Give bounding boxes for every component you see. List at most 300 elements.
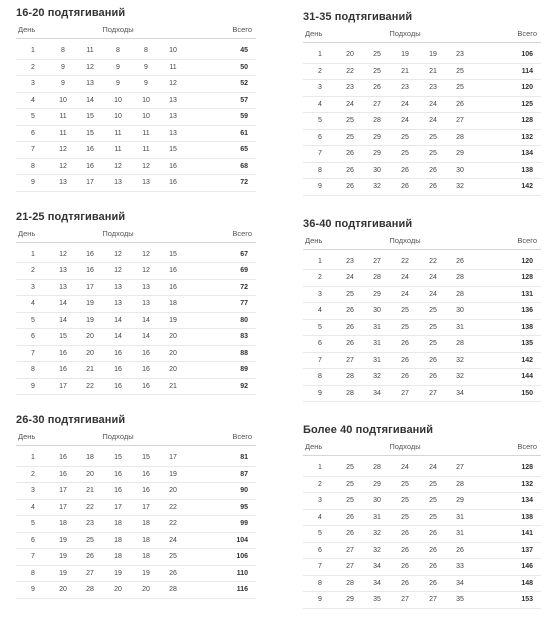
set-cell: 22	[337, 63, 363, 80]
set-cell: 26	[391, 559, 419, 576]
set-cell: 26	[419, 162, 447, 179]
header-total: Всего	[186, 229, 256, 243]
total-cell: 57	[186, 92, 256, 109]
day-cell: 9	[16, 378, 50, 395]
table-header-row	[16, 432, 256, 446]
set-cell: 29	[337, 592, 363, 609]
block-title: 31-35 подтягиваний	[303, 11, 413, 23]
set-cell: 9	[50, 76, 76, 93]
set-cell: 12	[76, 59, 104, 76]
set-cell: 12	[132, 263, 160, 280]
table-row	[16, 296, 256, 313]
set-cell: 25	[337, 456, 363, 477]
set-cell: 18	[104, 516, 132, 533]
set-cell: 24	[337, 270, 363, 287]
set-cell: 26	[337, 162, 363, 179]
total-cell: 83	[186, 329, 256, 346]
header-total: Всего	[473, 29, 541, 43]
set-cell: 16	[132, 378, 160, 395]
program-block	[16, 211, 256, 396]
total-cell: 131	[473, 286, 541, 303]
set-cell: 9	[50, 59, 76, 76]
day-cell: 4	[16, 296, 50, 313]
total-cell: 52	[186, 76, 256, 93]
table-row	[16, 263, 256, 280]
day-cell: 1	[303, 456, 337, 477]
set-cell: 19	[160, 312, 186, 329]
day-cell: 1	[16, 39, 50, 60]
total-cell: 99	[186, 516, 256, 533]
set-cell: 19	[160, 466, 186, 483]
table-row	[303, 575, 541, 592]
table-row	[16, 279, 256, 296]
total-cell: 134	[473, 146, 541, 163]
day-cell: 3	[16, 279, 50, 296]
set-cell: 26	[419, 542, 447, 559]
set-cell: 24	[419, 270, 447, 287]
set-cell: 16	[104, 466, 132, 483]
set-cell: 20	[337, 43, 363, 64]
table-row	[303, 80, 541, 97]
set-cell: 24	[160, 532, 186, 549]
set-cell: 28	[337, 369, 363, 386]
set-cell: 24	[391, 456, 419, 477]
day-cell: 1	[303, 249, 337, 270]
table-row	[16, 92, 256, 109]
block-title: Более 40 подтягиваний	[303, 424, 434, 436]
set-cell: 20	[76, 466, 104, 483]
day-cell: 7	[303, 559, 337, 576]
total-cell: 114	[473, 63, 541, 80]
set-cell: 16	[50, 362, 76, 379]
set-cell: 21	[76, 483, 104, 500]
set-cell: 11	[104, 142, 132, 159]
total-cell: 72	[186, 279, 256, 296]
day-cell: 4	[16, 499, 50, 516]
day-cell: 5	[303, 526, 337, 543]
program-table	[16, 25, 256, 192]
set-cell: 25	[337, 476, 363, 493]
total-cell: 146	[473, 559, 541, 576]
day-cell: 2	[303, 476, 337, 493]
day-cell: 5	[303, 319, 337, 336]
set-cell: 16	[132, 345, 160, 362]
table-row	[303, 352, 541, 369]
set-cell: 32	[363, 179, 391, 196]
day-cell: 7	[16, 345, 50, 362]
day-cell: 9	[303, 179, 337, 196]
day-cell: 2	[16, 466, 50, 483]
set-cell: 9	[132, 76, 160, 93]
set-cell: 13	[104, 296, 132, 313]
set-cell: 25	[391, 319, 419, 336]
set-cell: 21	[76, 362, 104, 379]
table-row	[303, 63, 541, 80]
total-cell: 116	[186, 582, 256, 599]
day-cell: 8	[16, 362, 50, 379]
set-cell: 34	[363, 559, 391, 576]
total-cell: 88	[186, 345, 256, 362]
program-table	[303, 29, 541, 196]
set-cell: 28	[447, 336, 473, 353]
set-cell: 28	[363, 270, 391, 287]
table-row	[16, 39, 256, 60]
set-cell: 25	[363, 63, 391, 80]
table-row	[16, 362, 256, 379]
set-cell: 24	[337, 96, 363, 113]
day-cell: 7	[303, 352, 337, 369]
set-cell: 25	[391, 129, 419, 146]
program-table	[16, 432, 256, 599]
header-total: Всего	[473, 442, 541, 456]
set-cell: 23	[337, 249, 363, 270]
day-cell: 6	[303, 336, 337, 353]
day-cell: 4	[16, 92, 50, 109]
set-cell: 26	[160, 565, 186, 582]
set-cell: 27	[337, 352, 363, 369]
table-row	[303, 129, 541, 146]
set-cell: 32	[363, 526, 391, 543]
set-cell: 18	[104, 532, 132, 549]
set-cell: 31	[363, 509, 391, 526]
set-cell: 22	[160, 516, 186, 533]
set-cell: 28	[363, 456, 391, 477]
total-cell: 110	[186, 565, 256, 582]
set-cell: 9	[132, 59, 160, 76]
total-cell: 120	[473, 80, 541, 97]
set-cell: 24	[419, 96, 447, 113]
set-cell: 24	[419, 456, 447, 477]
set-cell: 21	[419, 63, 447, 80]
set-cell: 18	[132, 532, 160, 549]
set-cell: 15	[132, 446, 160, 467]
set-cell: 16	[76, 263, 104, 280]
set-cell: 14	[104, 329, 132, 346]
table-row	[303, 456, 541, 477]
set-cell: 22	[391, 249, 419, 270]
table-row	[303, 43, 541, 64]
set-cell: 25	[419, 493, 447, 510]
table-row	[303, 162, 541, 179]
set-cell: 24	[391, 270, 419, 287]
set-cell: 30	[363, 303, 391, 320]
set-cell: 29	[363, 476, 391, 493]
header-sets: Подходы	[337, 29, 473, 43]
set-cell: 16	[132, 466, 160, 483]
set-cell: 15	[50, 329, 76, 346]
total-cell: 72	[186, 175, 256, 192]
table-row	[16, 76, 256, 93]
set-cell: 12	[160, 76, 186, 93]
day-cell: 2	[303, 63, 337, 80]
set-cell: 25	[391, 509, 419, 526]
header-day: День	[16, 25, 50, 39]
header-sets: Подходы	[337, 236, 473, 250]
set-cell: 13	[50, 175, 76, 192]
day-cell: 8	[16, 565, 50, 582]
table-row	[303, 249, 541, 270]
day-cell: 6	[303, 542, 337, 559]
set-cell: 16	[104, 362, 132, 379]
set-cell: 27	[419, 385, 447, 402]
set-cell: 25	[76, 532, 104, 549]
set-cell: 16	[50, 446, 76, 467]
set-cell: 26	[447, 249, 473, 270]
set-cell: 26	[337, 319, 363, 336]
program-table	[303, 236, 541, 403]
set-cell: 31	[447, 509, 473, 526]
set-cell: 13	[160, 125, 186, 142]
set-cell: 11	[50, 109, 76, 126]
table-row	[303, 286, 541, 303]
set-cell: 16	[132, 483, 160, 500]
set-cell: 17	[50, 499, 76, 516]
set-cell: 24	[391, 113, 419, 130]
program-block	[16, 414, 256, 599]
total-cell: 125	[473, 96, 541, 113]
set-cell: 31	[363, 352, 391, 369]
day-cell: 9	[16, 175, 50, 192]
total-cell: 128	[473, 113, 541, 130]
set-cell: 27	[391, 385, 419, 402]
set-cell: 12	[104, 242, 132, 263]
table-header-row	[16, 25, 256, 39]
day-cell: 5	[16, 516, 50, 533]
set-cell: 26	[447, 542, 473, 559]
set-cell: 17	[50, 378, 76, 395]
header-day: День	[16, 229, 50, 243]
set-cell: 16	[160, 175, 186, 192]
total-cell: 80	[186, 312, 256, 329]
set-cell: 12	[50, 242, 76, 263]
set-cell: 17	[104, 499, 132, 516]
set-cell: 13	[132, 175, 160, 192]
header-day: День	[16, 432, 50, 446]
set-cell: 25	[391, 303, 419, 320]
program-block	[16, 7, 256, 192]
total-cell: 150	[473, 385, 541, 402]
day-cell: 2	[16, 263, 50, 280]
header-day: День	[303, 236, 337, 250]
set-cell: 18	[132, 516, 160, 533]
set-cell: 13	[104, 175, 132, 192]
set-cell: 16	[50, 466, 76, 483]
table-row	[16, 329, 256, 346]
set-cell: 16	[160, 263, 186, 280]
total-cell: 45	[186, 39, 256, 60]
set-cell: 13	[132, 296, 160, 313]
set-cell: 22	[76, 378, 104, 395]
table-row	[16, 499, 256, 516]
set-cell: 29	[447, 146, 473, 163]
set-cell: 14	[50, 296, 76, 313]
set-cell: 25	[337, 286, 363, 303]
set-cell: 27	[76, 565, 104, 582]
set-cell: 30	[447, 162, 473, 179]
set-cell: 14	[132, 312, 160, 329]
set-cell: 31	[447, 319, 473, 336]
set-cell: 32	[447, 352, 473, 369]
table-row	[16, 345, 256, 362]
set-cell: 28	[160, 582, 186, 599]
set-cell: 25	[337, 129, 363, 146]
total-cell: 61	[186, 125, 256, 142]
header-day: День	[303, 442, 337, 456]
table-row	[303, 96, 541, 113]
set-cell: 26	[419, 526, 447, 543]
table-row	[16, 158, 256, 175]
set-cell: 27	[419, 592, 447, 609]
set-cell: 13	[50, 279, 76, 296]
set-cell: 11	[132, 125, 160, 142]
table-row	[303, 542, 541, 559]
set-cell: 12	[50, 158, 76, 175]
set-cell: 25	[337, 493, 363, 510]
day-cell: 9	[16, 582, 50, 599]
table-row	[303, 146, 541, 163]
set-cell: 19	[132, 565, 160, 582]
set-cell: 13	[50, 263, 76, 280]
set-cell: 13	[160, 109, 186, 126]
day-cell: 4	[303, 509, 337, 526]
set-cell: 34	[363, 575, 391, 592]
set-cell: 14	[76, 92, 104, 109]
header-sets: Подходы	[50, 229, 186, 243]
total-cell: 137	[473, 542, 541, 559]
day-cell: 6	[16, 329, 50, 346]
set-cell: 11	[160, 59, 186, 76]
total-cell: 142	[473, 352, 541, 369]
table-row	[16, 242, 256, 263]
set-cell: 16	[50, 345, 76, 362]
set-cell: 32	[447, 179, 473, 196]
set-cell: 10	[132, 92, 160, 109]
day-cell: 2	[303, 270, 337, 287]
set-cell: 20	[132, 582, 160, 599]
set-cell: 31	[363, 319, 391, 336]
total-cell: 132	[473, 129, 541, 146]
set-cell: 12	[132, 158, 160, 175]
set-cell: 28	[76, 582, 104, 599]
table-row	[16, 59, 256, 76]
set-cell: 20	[76, 345, 104, 362]
table-header-row	[303, 442, 541, 456]
total-cell: 106	[186, 549, 256, 566]
set-cell: 35	[447, 592, 473, 609]
set-cell: 14	[104, 312, 132, 329]
set-cell: 8	[50, 39, 76, 60]
table-row	[303, 113, 541, 130]
day-cell: 3	[16, 483, 50, 500]
set-cell: 28	[447, 286, 473, 303]
set-cell: 24	[391, 96, 419, 113]
set-cell: 32	[363, 542, 391, 559]
set-cell: 20	[160, 362, 186, 379]
header-total: Всего	[473, 236, 541, 250]
set-cell: 31	[363, 336, 391, 353]
total-cell: 104	[186, 532, 256, 549]
day-cell: 8	[16, 158, 50, 175]
set-cell: 15	[76, 125, 104, 142]
set-cell: 19	[50, 549, 76, 566]
table-header-row	[16, 229, 256, 243]
set-cell: 20	[160, 345, 186, 362]
set-cell: 10	[104, 92, 132, 109]
set-cell: 17	[160, 446, 186, 467]
table-row	[16, 565, 256, 582]
set-cell: 23	[76, 516, 104, 533]
set-cell: 9	[104, 59, 132, 76]
set-cell: 24	[419, 286, 447, 303]
set-cell: 27	[337, 559, 363, 576]
set-cell: 23	[391, 80, 419, 97]
set-cell: 25	[419, 336, 447, 353]
set-cell: 18	[104, 549, 132, 566]
set-cell: 18	[132, 549, 160, 566]
day-cell: 5	[16, 312, 50, 329]
set-cell: 16	[76, 242, 104, 263]
set-cell: 8	[104, 39, 132, 60]
set-cell: 30	[363, 162, 391, 179]
set-cell: 17	[50, 483, 76, 500]
header-sets: Подходы	[337, 442, 473, 456]
set-cell: 16	[76, 158, 104, 175]
set-cell: 11	[104, 125, 132, 142]
day-cell: 7	[16, 549, 50, 566]
total-cell: 95	[186, 499, 256, 516]
set-cell: 27	[391, 592, 419, 609]
day-cell: 5	[16, 109, 50, 126]
set-cell: 26	[419, 559, 447, 576]
set-cell: 23	[337, 80, 363, 97]
set-cell: 26	[337, 303, 363, 320]
set-cell: 25	[419, 146, 447, 163]
total-cell: 136	[473, 303, 541, 320]
total-cell: 135	[473, 336, 541, 353]
day-cell: 1	[16, 446, 50, 467]
set-cell: 25	[419, 476, 447, 493]
day-cell: 6	[16, 125, 50, 142]
set-cell: 18	[160, 296, 186, 313]
set-cell: 9	[104, 76, 132, 93]
set-cell: 26	[76, 549, 104, 566]
set-cell: 31	[447, 526, 473, 543]
day-cell: 3	[303, 493, 337, 510]
table-row	[16, 549, 256, 566]
total-cell: 142	[473, 179, 541, 196]
set-cell: 16	[104, 345, 132, 362]
day-cell: 9	[303, 385, 337, 402]
set-cell: 19	[76, 296, 104, 313]
set-cell: 28	[337, 575, 363, 592]
set-cell: 11	[76, 39, 104, 60]
program-table	[16, 229, 256, 396]
set-cell: 29	[363, 286, 391, 303]
set-cell: 25	[363, 43, 391, 64]
set-cell: 26	[391, 542, 419, 559]
set-cell: 19	[50, 532, 76, 549]
day-cell: 4	[303, 303, 337, 320]
set-cell: 20	[160, 329, 186, 346]
total-cell: 50	[186, 59, 256, 76]
set-cell: 26	[337, 509, 363, 526]
set-cell: 16	[104, 483, 132, 500]
set-cell: 32	[363, 369, 391, 386]
total-cell: 65	[186, 142, 256, 159]
set-cell: 25	[447, 80, 473, 97]
total-cell: 67	[186, 242, 256, 263]
set-cell: 21	[391, 63, 419, 80]
